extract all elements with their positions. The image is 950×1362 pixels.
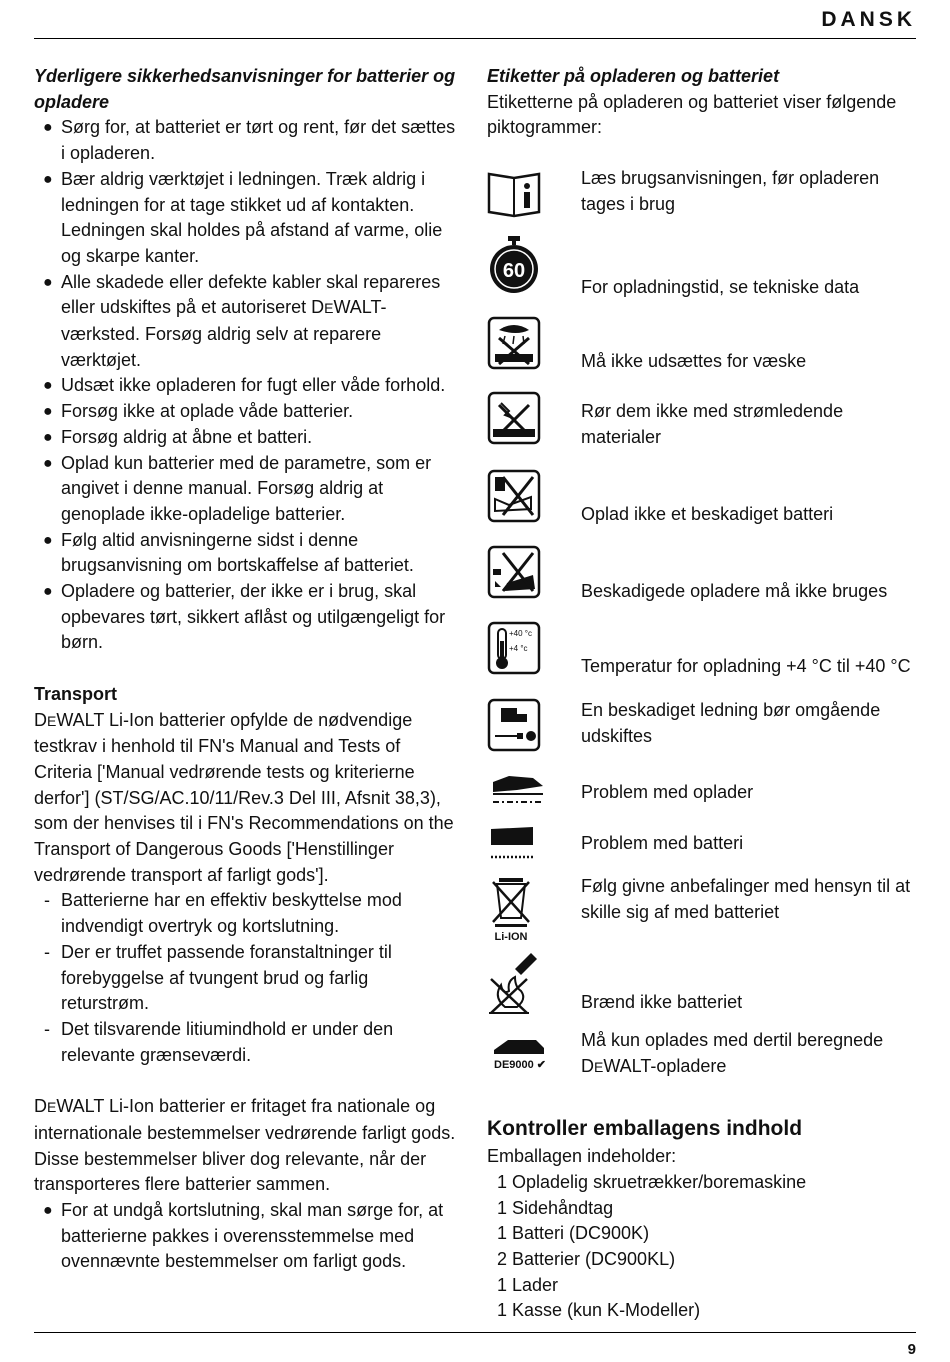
damaged-cord-icon (487, 698, 541, 752)
list-item: - Der er truffet passende foranstaltninger til forebyggelse af tvungent brud og farlig returstrøm. (34, 940, 459, 1017)
labels-heading: Etiketter på opladeren og batteriet (487, 66, 780, 86)
list-item: 1 Sidehåndtag (497, 1197, 614, 1218)
pictogram-label: Læs brugsanvisningen, før opladeren tages i brug (581, 168, 880, 214)
safety-heading: Yderligere sikkerhedsanvisninger for batterier og opladere (34, 66, 456, 112)
right-column (487, 64, 917, 1321)
package-intro: Emballagen indeholder: (487, 1146, 677, 1167)
list-item: ● Udsæt ikke opladeren for fugt eller våde forhold. (34, 373, 459, 399)
list-item: ● Bær aldrig værktøjet i ledningen. Træk aldrig i ledningen for at tage stikket ud af kontakten. Ledningen skal holdes på afstand af varme, olie og skarpe kanter. (34, 167, 459, 270)
pictogram-label: En beskadiget ledning bør omgående udskiftes (581, 700, 881, 746)
list-item: 1 Kasse (kun K-Modeller) (497, 1300, 701, 1321)
pictogram-label: Beskadigede opladere må ikke bruges (581, 581, 888, 602)
li-ion-disposal-icon (487, 874, 541, 944)
thermometer-icon (487, 621, 541, 675)
list-item: ● Forsøg ikke at oplade våde batterier. (34, 399, 459, 425)
exempt-paragraph: DEWALT Li-Ion batterier er fritaget fra nationale og internationale bestemmelser vedrørende farligt gods. Disse bestemmelser bliver dog relevante, når der transporteres flere batterier sammen. (34, 1096, 456, 1195)
package-list (487, 1170, 917, 1324)
package-section (487, 1114, 917, 1324)
pictogram-label: Må kun oplades med dertil beregnede DEWALT-opladere (581, 1030, 884, 1076)
pictogram-label: Temperatur for opladning +4 °C til +40 °C (581, 656, 911, 677)
no-damaged-battery-icon (487, 469, 541, 523)
charger-problem-icon (487, 772, 545, 808)
list-item: ● Oplad kun batterier med de parametre, som er angivet i denne manual. Forsøg aldrig at genoplade ikke-opladelige batterier. (34, 451, 459, 528)
package-heading: Kontroller emballagens indhold (487, 1117, 803, 1141)
language-header: DANSK (821, 8, 916, 31)
no-conductive-icon (487, 391, 541, 445)
timer-60-icon (487, 236, 541, 294)
svg-text:+40 °c: +40 °c (509, 629, 532, 639)
list-item: 2 Batterier (DC900KL) (497, 1248, 676, 1269)
list-item: ● For at undgå kortslutning, skal man sørge for, at batterierne pakkes i overensstemmelse med ovennævnte bestemmelser om farligt gods. (34, 1198, 459, 1275)
left-column (34, 64, 459, 1275)
list-item: ● Sørg for, at batteriet er tørt og rent, før det sættes i opladeren. (34, 115, 459, 166)
manual-icon (487, 166, 541, 220)
pictogram-label: For opladningstid, se tekniske data (581, 277, 860, 298)
safety-list (34, 115, 459, 656)
top-divider (34, 38, 916, 39)
svg-text:Li-ION: Li-ION (494, 931, 528, 944)
labels-intro: Etiketterne på opladeren og batteriet viser følgende piktogrammer: (487, 91, 897, 138)
svg-text:DE9000 ✔: DE9000 ✔ (494, 1059, 547, 1072)
list-item: ● Forsøg aldrig at åbne et batteri. (34, 425, 459, 451)
page-number: 9 (907, 1341, 916, 1358)
list-item: ● Alle skadede eller defekte kabler skal repareres eller udskiftes på et autoriseret DEWALT-værksted. Forsøg aldrig selv at reparere værktøjet. (34, 270, 459, 374)
svg-text:+4 °c: +4 °c (509, 644, 528, 654)
pictogram-label: Problem med oplader (581, 782, 754, 803)
bottom-divider (34, 1332, 916, 1333)
pictogram-label: Brænd ikke batteriet (581, 992, 743, 1013)
de9000-charger-icon (487, 1034, 549, 1074)
list-item: ● Følg altid anvisningerne sidst i denne brugsanvisning om bortskaffelse af batteriet. (34, 528, 459, 579)
pictogram-label: Oplad ikke et beskadiget batteri (581, 504, 834, 525)
list-item: ● Opladere og batterier, der ikke er i brug, skal opbevares tørt, sikkert aflåst og utilgængeligt for børn. (34, 579, 459, 656)
list-item: 1 Batteri (DC900K) (497, 1223, 650, 1244)
list-item: - Batterierne har en effektiv beskyttelse mod indvendigt overtryk og kortslutning. (34, 888, 459, 939)
pictogram-label: Rør dem ikke med strømledende materialer (581, 401, 844, 447)
pictogram-label: Problem med batteri (581, 833, 744, 854)
exempt-list (34, 1198, 459, 1275)
list-item: 1 Opladelig skruetrækker/boremaskine (497, 1171, 807, 1192)
list-item: 1 Lader (497, 1274, 559, 1295)
list-item: - Det tilsvarende litiumindhold er under den relevante grænseværdi. (34, 1017, 459, 1068)
battery-problem-icon (487, 823, 541, 863)
no-liquid-icon (487, 316, 541, 370)
svg-text:60: 60 (502, 260, 526, 283)
no-damaged-charger-icon (487, 545, 541, 599)
transport-intro: DEWALT Li-Ion batterier opfylde de nødvendige testkrav i henhold til FN's Manual and Tests of Criteria ['Manual vedrørende tests og kriterierne derfor'] (ST/SG/AC.10/11/Rev.3 Del III, Afsnit 38,3), som der henvises til i FN's Recommendations on the Transport of Dangerous Goods ['Henstillinger vedrørende transport af farligt gods']. (34, 709, 454, 885)
transport-heading: Transport (34, 683, 118, 704)
no-fire-icon (487, 951, 541, 1017)
pictogram-label: Må ikke udsættes for væske (581, 351, 807, 372)
pictogram-label: Følg givne anbefalinger med hensyn til at skille sig af med batteriet (581, 876, 911, 922)
transport-list (34, 888, 459, 1068)
